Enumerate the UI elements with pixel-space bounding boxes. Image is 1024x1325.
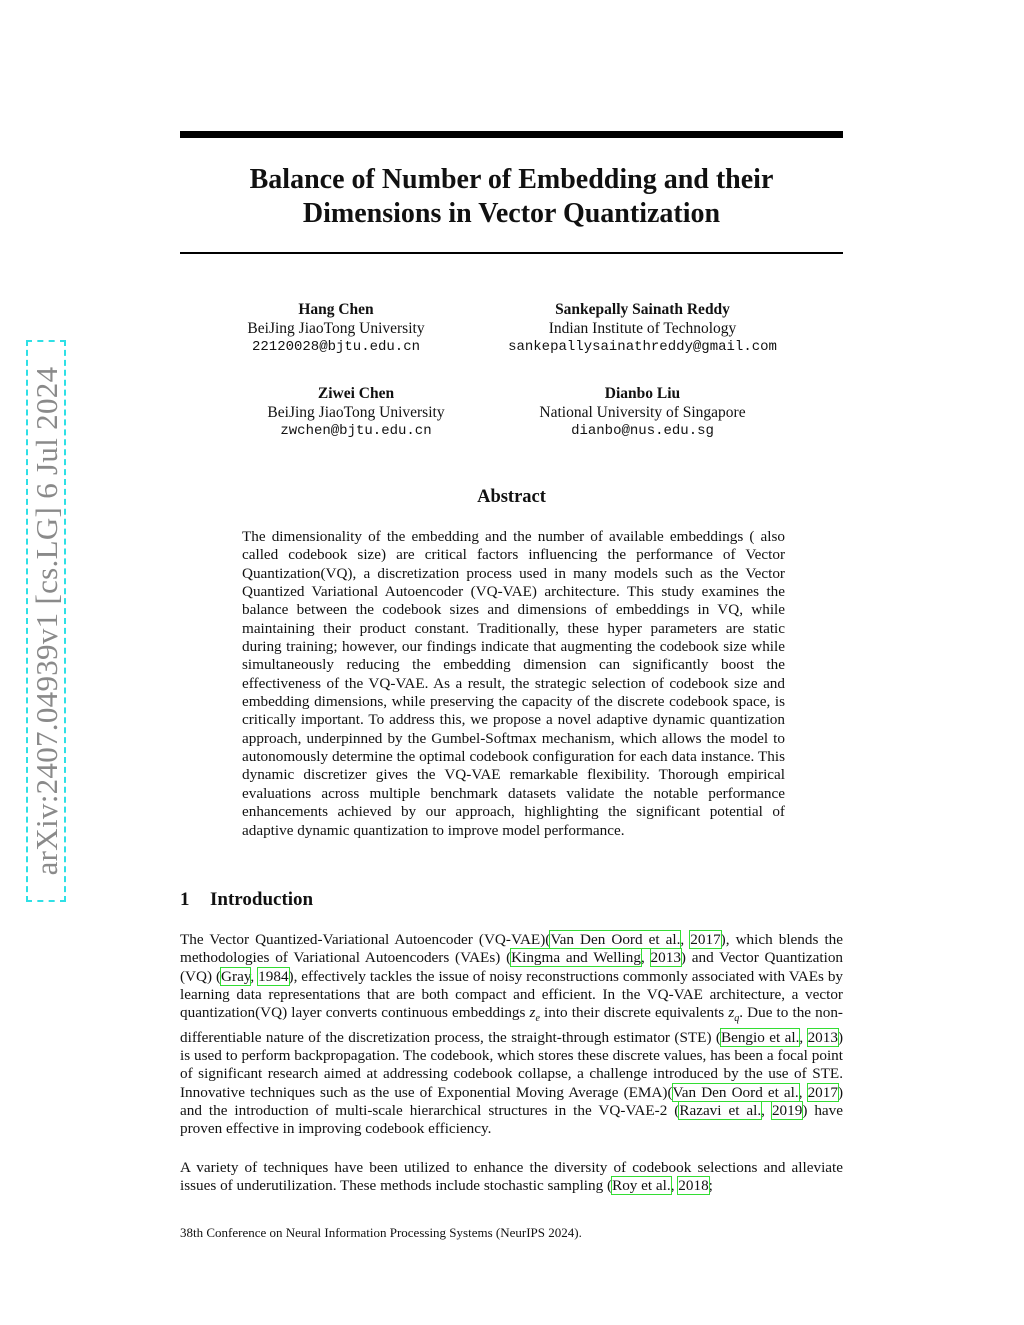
title-rule-bottom: [180, 252, 843, 254]
author-block: [236, 301, 436, 357]
section-title: Introduction: [210, 889, 314, 910]
text-run: ,: [798, 1083, 808, 1101]
text-run: . Due to the non-differentiable nature of the discretization process, the straight-through estimator (STE) (: [180, 1004, 843, 1046]
section-number: 1: [180, 889, 190, 910]
citation-link[interactable]: Roy et al.: [612, 1177, 671, 1195]
title-rule-top: [180, 131, 843, 138]
math-var: z: [529, 1004, 536, 1022]
text-run: ) and the introduction of multi-scale hierarchical structures in the VQ-VAE-2 (: [180, 1083, 844, 1120]
author-name: Sankepally Sainath Reddy: [555, 301, 730, 318]
text-run: ) have proven effective in improving codebook efficiency.: [180, 1102, 844, 1138]
author-block: [490, 301, 795, 357]
text-run: ,: [250, 967, 259, 985]
author-email[interactable]: sankepallysainathreddy@gmail.com: [508, 339, 777, 355]
author-affiliation: BeiJing JiaoTong University: [267, 403, 445, 421]
citation-link[interactable]: Kingma and Welling: [511, 949, 641, 967]
author-block: [520, 385, 765, 441]
text-run: ,: [640, 949, 651, 967]
citation-link[interactable]: Bengio et al.: [720, 1028, 800, 1046]
citation-year-link[interactable]: 2018: [678, 1177, 709, 1195]
paper-title: [180, 163, 843, 231]
citation-year-link[interactable]: 1984: [258, 967, 289, 985]
citation-link[interactable]: Van Den Oord et al.: [672, 1083, 799, 1101]
text-run: ), effectively tackles the issue of noisy reconstructions commonly associated with VAEs by learning data representations that are both compact and efficient. In the VQ-VAE architecture, a vector quantization(VQ) layer converts continuous embeddings: [180, 967, 844, 1022]
text-run: into their discrete equivalents: [539, 1004, 729, 1022]
text-run: The Vector Quantized-Variational Autoencoder (VQ-VAE)(: [180, 931, 551, 948]
citation-year-link[interactable]: 2019: [771, 1102, 803, 1120]
author-name: Hang Chen: [298, 301, 374, 318]
text-run: ,: [799, 1028, 808, 1046]
text-run: ,: [680, 931, 691, 948]
text-run: ;: [708, 1177, 713, 1195]
author-name: Ziwei Chen: [317, 385, 395, 402]
author-affiliation: Indian Institute of Technology: [548, 319, 737, 337]
abstract-text: The dimensionality of the embedding and the number of available embeddings ( also called codebook size) are critical factors influencing the performance of Vector Quantization(VQ), a discretization process used in many models such as the Vector Quantized Variational Autoencoder (VQ-VAE) architecture. This study examines the balance between the codebook sizes and dimensions of embeddings in VQ, while maintaining their product constant. Traditionally, these hyper parameters are static during training; however, our findings indicate that augmenting the codebook size while simultaneously reducing the embedding dimension can significantly boost the effectiveness of the VQ-VAE. As a result, the strategic selection of codebook size and embedding dimensions, while preserving the capacity of the discrete codebook space, is critically important. To address this, we propose a novel adaptive dynamic quantization approach, underpinned by the Gumbel-Softmax mechanism, which allows the model to autonomously determine the optimal codebook configuration for each data instance. This dynamic discretizer gives the VQ-VAE remarkable flexibility. Thorough empirical evaluations across multiple benchmark datasets validate the notable performance enhancements achieved by our approach, highlighting the significant potential of adaptive dynamic quantization to improve model performance.: [242, 528, 785, 839]
conference-footnote: 38th Conference on Neural Information Processing Systems (NeurIPS 2024).: [180, 1225, 582, 1240]
author-affiliation: BeiJing JiaoTong University: [247, 319, 425, 337]
math-symbol: [728, 1004, 740, 1025]
text-run: ) and Vector Quantization (VQ) (: [180, 949, 844, 985]
math-symbol: [529, 1004, 540, 1025]
citation-link[interactable]: Gray: [221, 967, 251, 985]
intro-paragraph-1: [180, 931, 843, 1139]
author-block: [236, 385, 476, 441]
text-run: ,: [761, 1102, 772, 1120]
citation-year-link[interactable]: 2017: [690, 931, 721, 948]
citation-year-link[interactable]: 2013: [807, 1028, 838, 1046]
text-run: A variety of techniques have been utilized to enhance the diversity of codebook selections and alleviate issues of underutilization. These methods include stochastic sampling (: [180, 1159, 843, 1195]
citation-year-link[interactable]: 2017: [807, 1083, 838, 1101]
author-name: Dianbo Liu: [604, 385, 681, 402]
math-var: z: [728, 1004, 735, 1022]
author-email[interactable]: zwchen@bjtu.edu.cn: [280, 423, 432, 439]
math-subscript: e: [535, 1013, 540, 1025]
text-run: ,: [670, 1177, 679, 1195]
title-line-1: Balance of Number of Embedding and their: [249, 164, 774, 195]
abstract-heading: Abstract: [477, 487, 546, 507]
author-email[interactable]: dianbo@nus.edu.sg: [571, 423, 714, 439]
text-run: ), which blends the methodologies of Variational Autoencoders (VAEs) (: [180, 931, 844, 967]
intro-paragraph-2: [180, 1159, 843, 1196]
title-line-2: Dimensions in Vector Quantization: [302, 198, 721, 229]
section-heading: [180, 889, 313, 911]
author-email[interactable]: 22120028@bjtu.edu.cn: [251, 339, 421, 355]
citation-link[interactable]: Van Den Oord et al.: [550, 931, 681, 948]
arxiv-identifier[interactable]: arXiv:2407.04939v1 [cs.LG] 6 Jul 2024: [29, 366, 64, 876]
citation-link[interactable]: Razavi et al.: [679, 1102, 762, 1120]
math-subscript: q: [734, 1013, 740, 1025]
citation-year-link[interactable]: 2013: [650, 949, 681, 967]
text-run: ) is used to perform backpropagation. The codebook, which stores these discrete values, has been a focal point of significant research aimed at addressing codebook collapse, a challenge introduced by the use of STE. Innovative techniques such as the use of Exponential Moving Average (EMA)(: [180, 1028, 844, 1101]
author-affiliation: National University of Singapore: [539, 403, 746, 421]
